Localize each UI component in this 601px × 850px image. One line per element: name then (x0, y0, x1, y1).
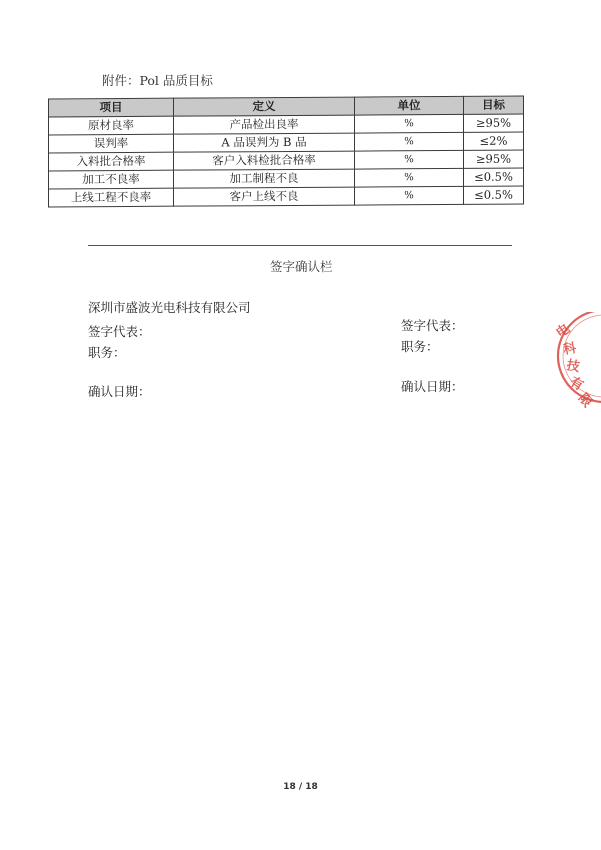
right-position-label: 职务： (401, 339, 439, 354)
table-row (49, 186, 524, 207)
svg-text:技: 技 (565, 358, 581, 376)
cell-target: ≤0.5% (464, 186, 524, 204)
header-unit: 单位 (355, 96, 464, 115)
svg-text:有: 有 (567, 374, 586, 394)
left-signer-label: 签字代表： (88, 324, 151, 339)
cell-unit: % (355, 186, 464, 205)
svg-text:限: 限 (574, 390, 595, 411)
divider-line (88, 245, 512, 246)
cell-item: 入料批合格率 (49, 152, 174, 171)
quality-target-table (48, 96, 524, 208)
cell-unit: % (355, 132, 464, 151)
company-name: 深圳市盛波光电科技有限公司 (88, 300, 251, 315)
cell-definition: 客户上线不良 (174, 187, 355, 206)
right-date-label: 确认日期： (401, 379, 464, 394)
attachment-title: 附件：Pol 品质目标 (102, 73, 213, 88)
left-date-label: 确认日期： (88, 384, 151, 399)
cell-unit: % (355, 168, 464, 187)
right-signer-label: 签字代表： (401, 318, 464, 333)
header-definition: 定义 (174, 97, 355, 116)
svg-text:科: 科 (562, 340, 578, 358)
header-item: 项目 (49, 98, 174, 117)
left-position-label: 职务： (88, 345, 126, 360)
cell-item: 上线工程不良率 (49, 188, 174, 207)
cell-target: ≤0.5% (464, 168, 524, 186)
cell-item: 误判率 (49, 134, 174, 153)
svg-text:电: 电 (553, 321, 573, 342)
signature-section-title: 签字确认栏 (270, 259, 333, 274)
cell-item: 原材良率 (49, 116, 174, 135)
cell-target: ≥95% (464, 150, 524, 168)
cell-item: 加工不良率 (49, 170, 174, 189)
cell-definition: 加工制程不良 (174, 169, 355, 188)
cell-definition: A 品误判为 B 品 (174, 133, 355, 152)
cell-definition: 产品检出良率 (174, 115, 355, 134)
company-seal-stamp (540, 312, 601, 412)
cell-definition: 客户入料检批合格率 (174, 151, 355, 170)
header-target: 目标 (464, 96, 524, 114)
cell-unit: % (355, 114, 464, 133)
cell-unit: % (355, 150, 464, 169)
page-number: 18 / 18 (283, 782, 318, 792)
cell-target: ≥95% (464, 114, 524, 132)
cell-target: ≤2% (464, 132, 524, 150)
